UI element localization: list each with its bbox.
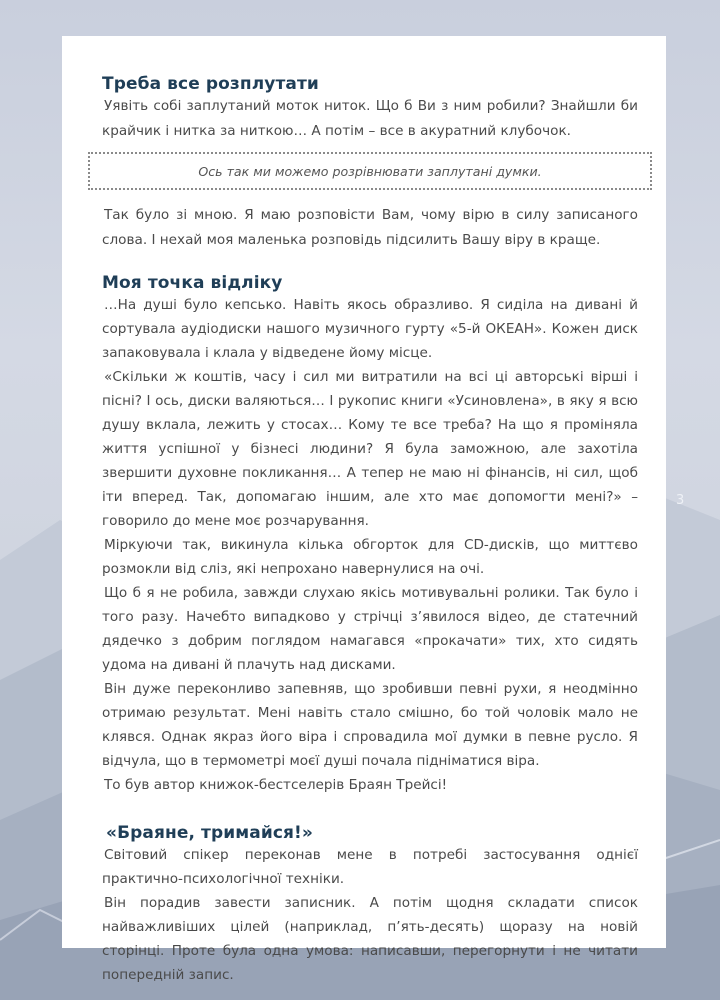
paragraph: Міркуючи так, викинула кілька обгорток для CD-дисків, що миттєво розмокли від сліз, які непрохано навернулися на очі.	[102, 537, 638, 577]
section-starting-point	[102, 273, 638, 797]
section-heading: Треба все розплутати	[102, 74, 319, 94]
paragraph: То був автор книжок-бестселерів Браян Трейсі!	[104, 777, 448, 793]
section-heading: Моя точка відліку	[102, 273, 283, 293]
paragraph: Що б я не робила, завжди слухаю якісь мотивувальні ролики. Так було і того разу. Начебто випадково у стрічці з’явилося відео, де статечний дядечко з добрим поглядом намагався «прокачати» тих, хто сидять удома на дивані й плачуть над дисками.	[102, 585, 638, 673]
paragraph: Так було зі мною. Я маю розповісти Вам, чому вірю в силу записаного слова. І нехай моя маленька розповідь підсилить Вашу віру в краще.	[102, 207, 638, 248]
section-heading: «Браяне, тримайся!»	[106, 823, 313, 843]
quote-text: Ось так ми можемо розрівнювати заплутані думки.	[198, 163, 542, 179]
quote-box	[88, 152, 652, 190]
paragraph: Уявіть собі заплутаний моток ниток. Що б Ви з ним робили? Знайшли би крайчик і нитка за ниткою… А потім – все в акуратний клубочок.	[102, 98, 638, 139]
section-untangle	[102, 74, 638, 253]
page-content	[62, 36, 666, 983]
paragraph: Він дуже переконливо запевняв, що зробивши певні рухи, я неодмінно отримаю результат. Мені навіть стало смішно, бо той чоловік мало не клявся. Однак якраз його віра і спровадила мої думки в певне русло. Я відчула, що в термометрі моєї душі почала підніматися віра.	[102, 681, 638, 769]
paragraph: «Скільки ж коштів, часу і сил ми витратили на всі ці авторські вірші і пісні? І ось, диски валяються… І рукопис книги «Усиновлена», в яку я всю душу вклала, лежить у стосах… Кому те все треба? На що я проміняла життя успішної у бізнесі людини? Я була заможною, але захотіла звершити духовне покликання… А тепер не маю ні фінансів, ні сил, щоб іти вперед. Так, допомагаю іншим, але хто має допомогти мені?» – говорило до мене моє розчарування.	[102, 369, 638, 529]
paragraph: Світовий спікер переконав мене в потребі застосування однієї практично-психологічної техніки.	[102, 847, 638, 887]
section-hold-on-brian	[102, 823, 638, 987]
paragraph: …На душі було кепсько. Навіть якось образливо. Я сиділа на дивані й сортувала аудіодиски нашого музичного гурту «5-й ОКЕАН». Кожен диск запаковувала і клала у відведене йому місце.	[102, 297, 638, 361]
paragraph: Він порадив завести записник. А потім щодня складати список найважливіших цілей (наприклад, п’ять-десять) щоразу на новій сторінці. Проте була одна умова: написавши, перегорнути і не читати попередній запис.	[102, 895, 638, 983]
page-number: 3	[676, 493, 685, 508]
